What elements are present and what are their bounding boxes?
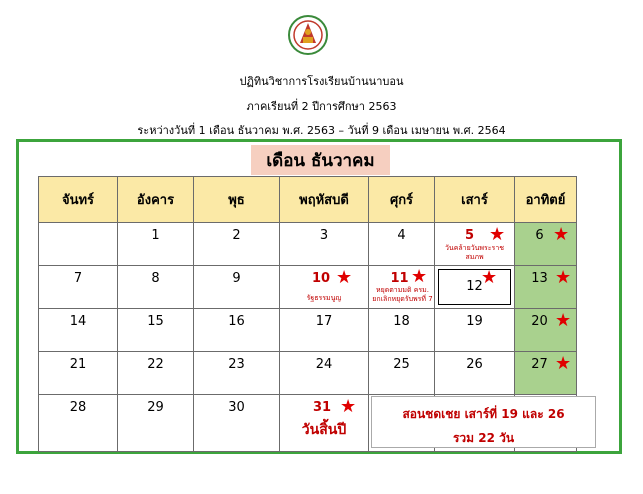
day-number: 30 (228, 400, 245, 415)
weekday-tue: อังคาร (118, 177, 194, 223)
day-cell-weekend (515, 266, 577, 309)
star-icon: ★ (411, 266, 428, 287)
day-number: 3 (319, 228, 329, 243)
weekday-mon: จันทร์ (39, 177, 118, 223)
day-cell (39, 352, 118, 395)
day-cell (280, 309, 369, 352)
summary-box (371, 396, 596, 448)
week-row (39, 223, 577, 266)
holiday-note: รัฐธรรมนูญ (306, 294, 342, 302)
day-cell (39, 395, 118, 452)
day-number: 11 (390, 271, 409, 286)
month-title: เดือน ธันวาคม (251, 145, 390, 175)
day-number: 29 (147, 400, 164, 415)
day-cell (280, 223, 369, 266)
day-cell (39, 266, 118, 309)
day-number: 24 (315, 357, 333, 372)
weekday-thu: พฤหัสบดี (280, 177, 369, 223)
day-cell (194, 223, 280, 266)
star-icon: ★ (553, 224, 570, 245)
star-icon: ★ (336, 267, 353, 288)
day-cell (194, 309, 280, 352)
holiday-note: ยกเลิกหยุดรับพรที่ 7 (372, 295, 433, 303)
day-number: 2 (232, 228, 241, 243)
star-icon: ★ (555, 353, 572, 374)
day-cell (118, 266, 194, 309)
day-number: 21 (69, 357, 87, 372)
makeup-classes-text: สอนชดเชย เสาร์ที่ 19 และ 26 (402, 407, 565, 421)
day-cell-holiday (369, 266, 435, 309)
day-cell-holiday (280, 395, 369, 452)
day-number: 17 (315, 314, 333, 329)
header-semester: ภาคเรียนที่ 2 ปีการศึกษา 2563 (246, 100, 397, 113)
header-school-title: ปฏิทินวิชาการโรงเรียนบ้านนาบอน (239, 75, 404, 88)
day-cell-weekend (515, 309, 577, 352)
week-row (39, 266, 577, 309)
day-number: 1 (151, 228, 160, 243)
day-cell (194, 266, 280, 309)
day-number: 23 (228, 357, 245, 372)
day-cell (118, 223, 194, 266)
day-number: 12 (466, 279, 483, 294)
day-cell (118, 352, 194, 395)
day-number: 8 (151, 271, 160, 286)
day-number: 19 (466, 314, 483, 329)
day-number: 15 (147, 314, 164, 329)
holiday-note: วันคล้ายวันพระราช (444, 244, 504, 252)
day-number: 14 (69, 314, 87, 329)
star-icon: ★ (340, 396, 357, 417)
day-cell (118, 395, 194, 452)
weekday-sat: เสาร์ (435, 177, 515, 223)
day-number: 22 (147, 357, 164, 372)
day-number: 28 (69, 400, 87, 415)
weekday-header-row (39, 177, 577, 223)
star-icon: ★ (555, 310, 572, 331)
star-icon: ★ (481, 267, 498, 288)
week-row (39, 352, 577, 395)
day-number: 6 (535, 228, 544, 243)
day-number: 20 (531, 314, 548, 329)
weekday-fri: ศุกร์ (369, 177, 435, 223)
day-number: 4 (397, 228, 406, 243)
holiday-note: สมภพ (465, 253, 484, 261)
day-cell-empty (39, 223, 118, 266)
day-number: 31 (312, 400, 332, 415)
weekday-wed: พุธ (194, 177, 280, 223)
day-cell-weekend (515, 223, 577, 266)
star-icon: ★ (489, 224, 506, 245)
day-cell (369, 309, 435, 352)
day-number: 26 (466, 357, 483, 372)
day-cell (39, 309, 118, 352)
day-number: 27 (531, 357, 548, 372)
day-number: 13 (531, 271, 548, 286)
day-cell-holiday (280, 266, 369, 309)
day-cell (194, 395, 280, 452)
day-number: 25 (393, 357, 410, 372)
day-cell-weekend (515, 352, 577, 395)
day-cell (280, 352, 369, 395)
day-number: 9 (232, 271, 241, 286)
total-days-text: รวม 22 วัน (452, 431, 515, 445)
school-logo (288, 13, 328, 57)
day-number: 5 (464, 228, 475, 243)
day-cell (369, 352, 435, 395)
weekday-sun: อาทิตย์ (515, 177, 577, 223)
week-row (39, 309, 577, 352)
day-number: 7 (73, 271, 83, 286)
day-number: 10 (311, 271, 331, 286)
day-number: 18 (393, 314, 410, 329)
day-cell (118, 309, 194, 352)
day-number: 16 (228, 314, 245, 329)
star-icon: ★ (555, 267, 572, 288)
holiday-note: หยุดตามมติ ครม. (375, 286, 430, 294)
holiday-note: วันสิ้นปี (301, 422, 347, 438)
header-date-range: ระหว่างวันที่ 1 เดือน ธันวาคม พ.ศ. 2563 – วันที่ 9 เดือน เมษายน พ.ศ. 2564 (137, 124, 506, 137)
day-cell (194, 352, 280, 395)
